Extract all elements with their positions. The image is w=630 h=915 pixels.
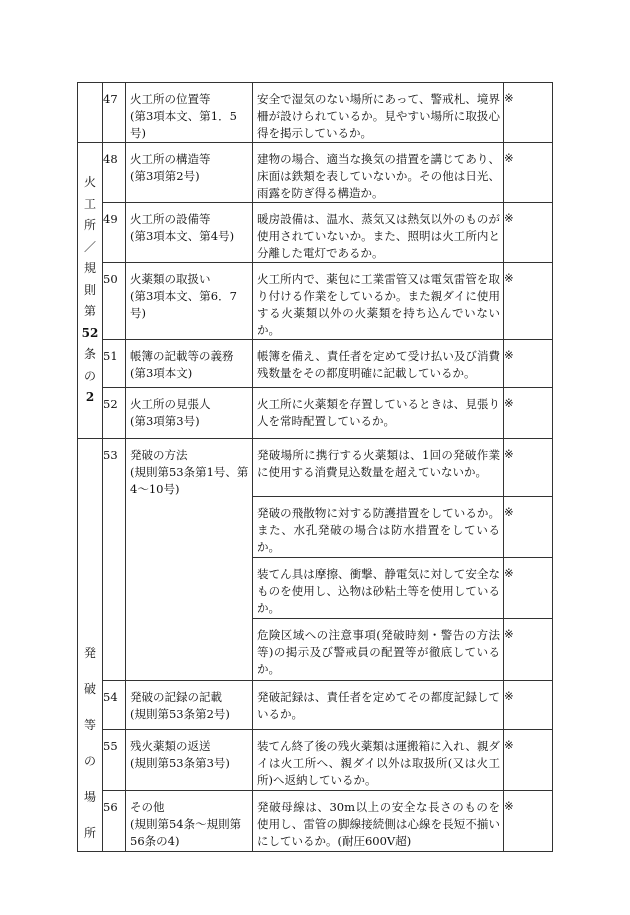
check-text: 帳簿を備え、責任者を定めて受け払い及び消費残数量をその都度明確に記載しているか。 <box>253 340 504 388</box>
check-mark: ※ <box>504 388 553 439</box>
item-ref: (規則第53条第3号) <box>130 755 230 770</box>
table-row <box>78 203 553 263</box>
section-char: 則 <box>83 282 96 297</box>
item-number: 48 <box>103 143 126 203</box>
check-text: 火工所内で、薬包に工業雷管又は電気雷管を取り付ける作業をしているか。また親ダイに使用する火薬類以外の火薬類を持ち込んでいないか。 <box>253 263 504 340</box>
section-label-happa <box>78 439 102 851</box>
item-cell <box>126 729 253 790</box>
item-ref: (規則第53条第1号、第4〜10号) <box>130 465 249 496</box>
section-char: 52 <box>81 325 99 340</box>
table-row <box>78 790 553 851</box>
check-text: 安全で湿気のない場所にあって、警戒札、境界柵が設けられているか。見やすい場所に取扱心得を掲示しているか。 <box>253 83 504 143</box>
item-number: 52 <box>103 388 126 439</box>
check-text: 発破母線は、30m以上の安全な長さのものを使用し、雷管の脚線接続側は心線を長短不揃いにしているか。(耐圧600V超) <box>253 790 504 851</box>
table-row <box>78 439 553 497</box>
table-row <box>78 388 553 439</box>
check-mark: ※ <box>504 790 553 851</box>
check-text: 発破の飛散物に対する防護措置をしているか。また、水孔発破の場合は防水措置をしているか。 <box>253 497 504 558</box>
section-char: 条 <box>83 347 96 362</box>
section-cell-happa <box>78 439 103 852</box>
section-char: 火 <box>83 175 96 190</box>
section-char: 所 <box>83 826 96 840</box>
section-cell-kakoujo <box>78 143 103 439</box>
item-number: 54 <box>103 680 126 729</box>
checklist-table <box>77 82 553 852</box>
item-cell <box>126 263 253 340</box>
item-title: 火工所の位置等 <box>130 92 211 106</box>
item-cell <box>126 203 253 263</box>
item-cell <box>126 143 253 203</box>
item-ref: (第3項本文、第4号) <box>130 229 235 243</box>
check-text: 装てん具は摩擦、衝撃、静電気に対して安全なものを使用し、込物は砂粘土等を使用しているか。 <box>253 558 504 619</box>
item-cell <box>126 680 253 729</box>
section-char: 工 <box>83 196 96 211</box>
item-cell <box>126 388 253 439</box>
section-char: 第 <box>83 304 96 319</box>
item-title: 火工所の構造等 <box>130 152 211 166</box>
item-number: 49 <box>103 203 126 263</box>
check-text: 建物の場合、適当な換気の措置を講じてあり、床面は鉄類を表していないか。その他は日光、雨露を防ぎ得る構造か。 <box>253 143 504 203</box>
check-mark: ※ <box>504 680 553 729</box>
check-text: 暖房設備は、温水、蒸気又は熱気以外のものが使用されていないか。また、照明は火工所内と分離した電灯であるか。 <box>253 203 504 263</box>
item-title: 発破の方法 <box>130 448 188 462</box>
table-row <box>78 729 553 790</box>
check-mark: ※ <box>504 497 553 558</box>
check-mark: ※ <box>504 263 553 340</box>
table-row <box>78 263 553 340</box>
item-number: 55 <box>103 729 126 790</box>
item-ref: (第3項本文) <box>130 366 193 380</box>
item-number: 47 <box>103 83 126 143</box>
item-number: 56 <box>103 790 126 851</box>
check-text: 危険区域への注意事項(発破時刻・警告の方法等)の掲示及び警戒員の配置等が徹底しているか。 <box>253 619 504 680</box>
check-mark: ※ <box>504 558 553 619</box>
section-char: の <box>83 754 96 768</box>
section-char: 発 <box>83 646 96 660</box>
check-text: 装てん終了後の残火薬類は運搬箱に入れ、親ダイは火工所へ、親ダイ以外は取扱所(又は火工所)へ返納しているか。 <box>253 729 504 790</box>
table-row <box>78 143 553 203</box>
check-mark: ※ <box>504 340 553 388</box>
item-title: 火工所の見張人 <box>130 397 211 411</box>
item-ref: (規則第54条〜規則第56条の4) <box>130 816 242 848</box>
section-char: 規 <box>83 261 96 276</box>
check-mark: ※ <box>504 83 553 143</box>
item-cell <box>126 340 253 388</box>
item-number: 53 <box>103 439 126 681</box>
item-cell <box>126 790 253 851</box>
section-char: の <box>83 368 96 383</box>
item-title: 火薬類の取扱い <box>130 272 211 286</box>
item-title: 残火薬類の返送 <box>130 738 211 753</box>
table-row <box>78 680 553 729</box>
table-row <box>78 340 553 388</box>
item-ref: (第3項第3号) <box>130 414 200 428</box>
item-title: その他 <box>130 799 165 814</box>
item-title: 火工所の設備等 <box>130 212 211 226</box>
section-char: 2 <box>85 390 95 405</box>
check-mark: ※ <box>504 143 553 203</box>
table-row <box>78 83 553 143</box>
item-ref: (第3項本文、第1．5号) <box>130 109 237 140</box>
check-mark: ※ <box>504 729 553 790</box>
section-char: ／ <box>83 239 96 254</box>
check-text: 発破記録は、責任者を定めてその都度記録しているか。 <box>253 680 504 729</box>
item-ref: (規則第53条第2号) <box>130 706 230 721</box>
section-char: 破 <box>83 682 96 696</box>
item-title: 帳簿の記載等の義務 <box>130 349 234 363</box>
check-mark: ※ <box>504 203 553 263</box>
item-cell <box>126 439 253 681</box>
item-title: 発破の記録の記載 <box>130 689 222 704</box>
item-cell <box>126 83 253 143</box>
section-char: 等 <box>83 718 96 732</box>
item-ref: (第3項本文、第6．7号) <box>130 289 237 320</box>
section-cell-blank <box>78 83 103 143</box>
section-label-kakoujo <box>78 172 102 409</box>
check-mark: ※ <box>504 439 553 497</box>
item-ref: (第3項第2号) <box>130 169 200 183</box>
item-number: 51 <box>103 340 126 388</box>
check-mark: ※ <box>504 619 553 680</box>
section-char: 所 <box>83 218 96 233</box>
check-text: 発破場所に携行する火薬類は、1回の発破作業に使用する消費見込数量を超えていないか。 <box>253 439 504 497</box>
check-text: 火工所に火薬類を存置しているときは、見張り人を常時配置しているか。 <box>253 388 504 439</box>
section-char: 場 <box>83 790 96 804</box>
item-number: 50 <box>103 263 126 340</box>
